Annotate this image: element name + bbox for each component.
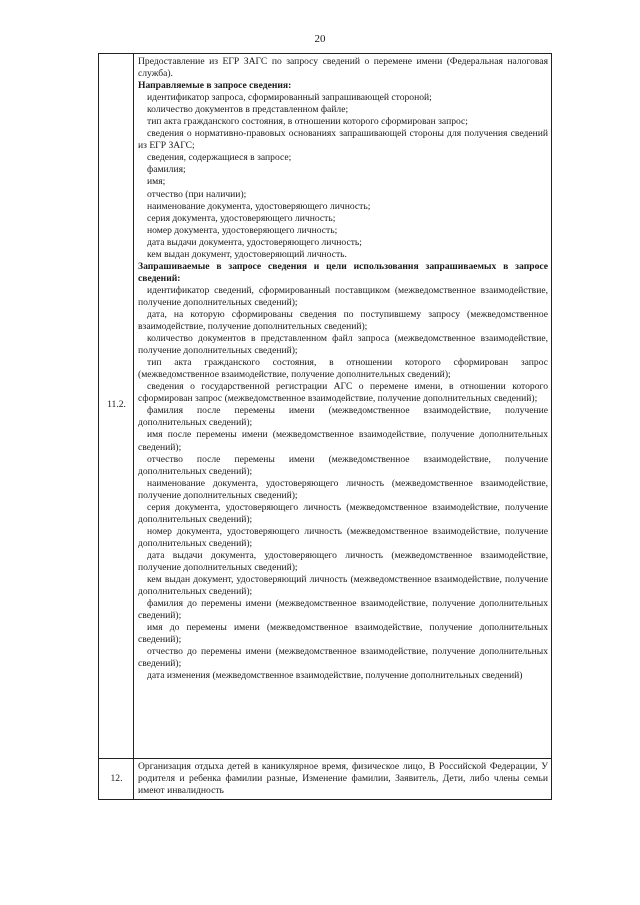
paragraph: кем выдан документ, удостоверяющий личность (межведомственное взаимодействие, получение дополнительных сведений);: [138, 574, 548, 598]
section-heading: Запрашиваемые в запросе сведения и цели использования запрашиваемых в запросе сведений:: [138, 260, 548, 284]
paragraph: количество документов в представленном файл запроса (межведомственное взаимодействие, получение дополнительных сведений);: [138, 333, 548, 357]
paragraph: имя после перемены имени (межведомственное взаимодействие, получение дополнительных сведений);: [138, 429, 548, 453]
paragraph: отчество до перемены имени (межведомственное взаимодействие, получение дополнительных сведений);: [138, 646, 548, 670]
paragraph: номер документа, удостоверяющего личность (межведомственное взаимодействие, получение дополнительных сведений);: [138, 525, 548, 549]
paragraph: Организация отдыха детей в каникулярное время, физическое лицо, В Российской Федерации, У родителя и ребенка фамилии разные, Изменение фамилии, Заявитель, Дети, либо члены семьи имеют инвалидность: [138, 761, 548, 797]
paragraph: серия документа, удостоверяющего личность (межведомственное взаимодействие, получение дополнительных сведений);: [138, 501, 548, 525]
paragraph: фамилия до перемены имени (межведомственное взаимодействие, получение дополнительных сведений);: [138, 598, 548, 622]
row-content: [134, 54, 552, 759]
paragraph: фамилия;: [147, 164, 186, 176]
paragraph: идентификатор сведений, сформированный поставщиком (межведомственное взаимодействие, получение дополнительных сведений);: [138, 284, 548, 308]
paragraph: отчество (при наличии);: [147, 188, 247, 200]
row-number: 12.: [99, 759, 134, 800]
paragraph: кем выдан документ, удостоверяющий личность.: [147, 248, 347, 260]
table-row: [99, 54, 552, 759]
paragraph: наименование документа, удостоверяющего личность;: [147, 200, 371, 212]
paragraph: наименование документа, удостоверяющего личность (межведомственное взаимодействие, получение дополнительных сведений);: [138, 477, 548, 501]
paragraph: Предоставление из ЕГР ЗАГС по запросу сведений о перемене имени (Федеральная налоговая служба).: [138, 56, 548, 80]
paragraph: имя;: [147, 176, 166, 188]
paragraph: идентификатор запроса, сформированный запрашивающей стороной;: [147, 92, 432, 104]
paragraph: дата, на которую сформированы сведения по поступившему запросу (межведомственное взаимодействие, получение дополнительных сведений);: [138, 308, 548, 333]
paragraph: дата изменения (межведомственное взаимодействие, получение дополнительных сведений): [147, 670, 523, 682]
paragraph: номер документа, удостоверяющего личность;: [147, 224, 338, 236]
paragraph: отчество после перемены имени (межведомственное взаимодействие, получение дополнительных сведений);: [138, 453, 548, 477]
paragraph: дата выдачи документа, удостоверяющего личность (межведомственное взаимодействие, получение дополнительных сведений);: [138, 549, 548, 573]
paragraph: тип акта гражданского состояния, в отношении которого сформирован запрос (межведомственное взаимодействие, получение дополнительных сведений);: [138, 357, 548, 381]
paragraph: сведения, содержащиеся в запросе;: [147, 152, 292, 164]
paragraph: фамилия после перемены имени (межведомственное взаимодействие, получение дополнительных сведений);: [138, 405, 548, 429]
paragraph: дата выдачи документа, удостоверяющего личность;: [147, 236, 362, 248]
paragraph: сведения о нормативно-правовых основаниях запрашивающей стороны для получения сведений из ЕГР ЗАГС;: [138, 128, 548, 152]
paragraph: сведения о государственной регистрации АГС о перемене имени, в отношении которого сформирован запрос (межведомственное взаимодействие, получение дополнительных сведений);: [138, 381, 548, 405]
paragraph: серия документа, удостоверяющего личность;: [147, 212, 336, 224]
paragraph: тип акта гражданского состояния, в отношении которого сформирован запрос;: [147, 116, 468, 128]
paragraph: количество документов в представленном файле;: [147, 104, 349, 116]
section-heading: Направляемые в запросе сведения:: [138, 80, 292, 92]
paragraph: имя до перемены имени (межведомственное взаимодействие, получение дополнительных сведений);: [138, 622, 548, 646]
page-number: 20: [314, 33, 326, 45]
row-content: [134, 759, 552, 800]
services-table: [98, 53, 552, 800]
row-number: 11.2.: [99, 54, 134, 759]
table-row: [99, 759, 552, 800]
